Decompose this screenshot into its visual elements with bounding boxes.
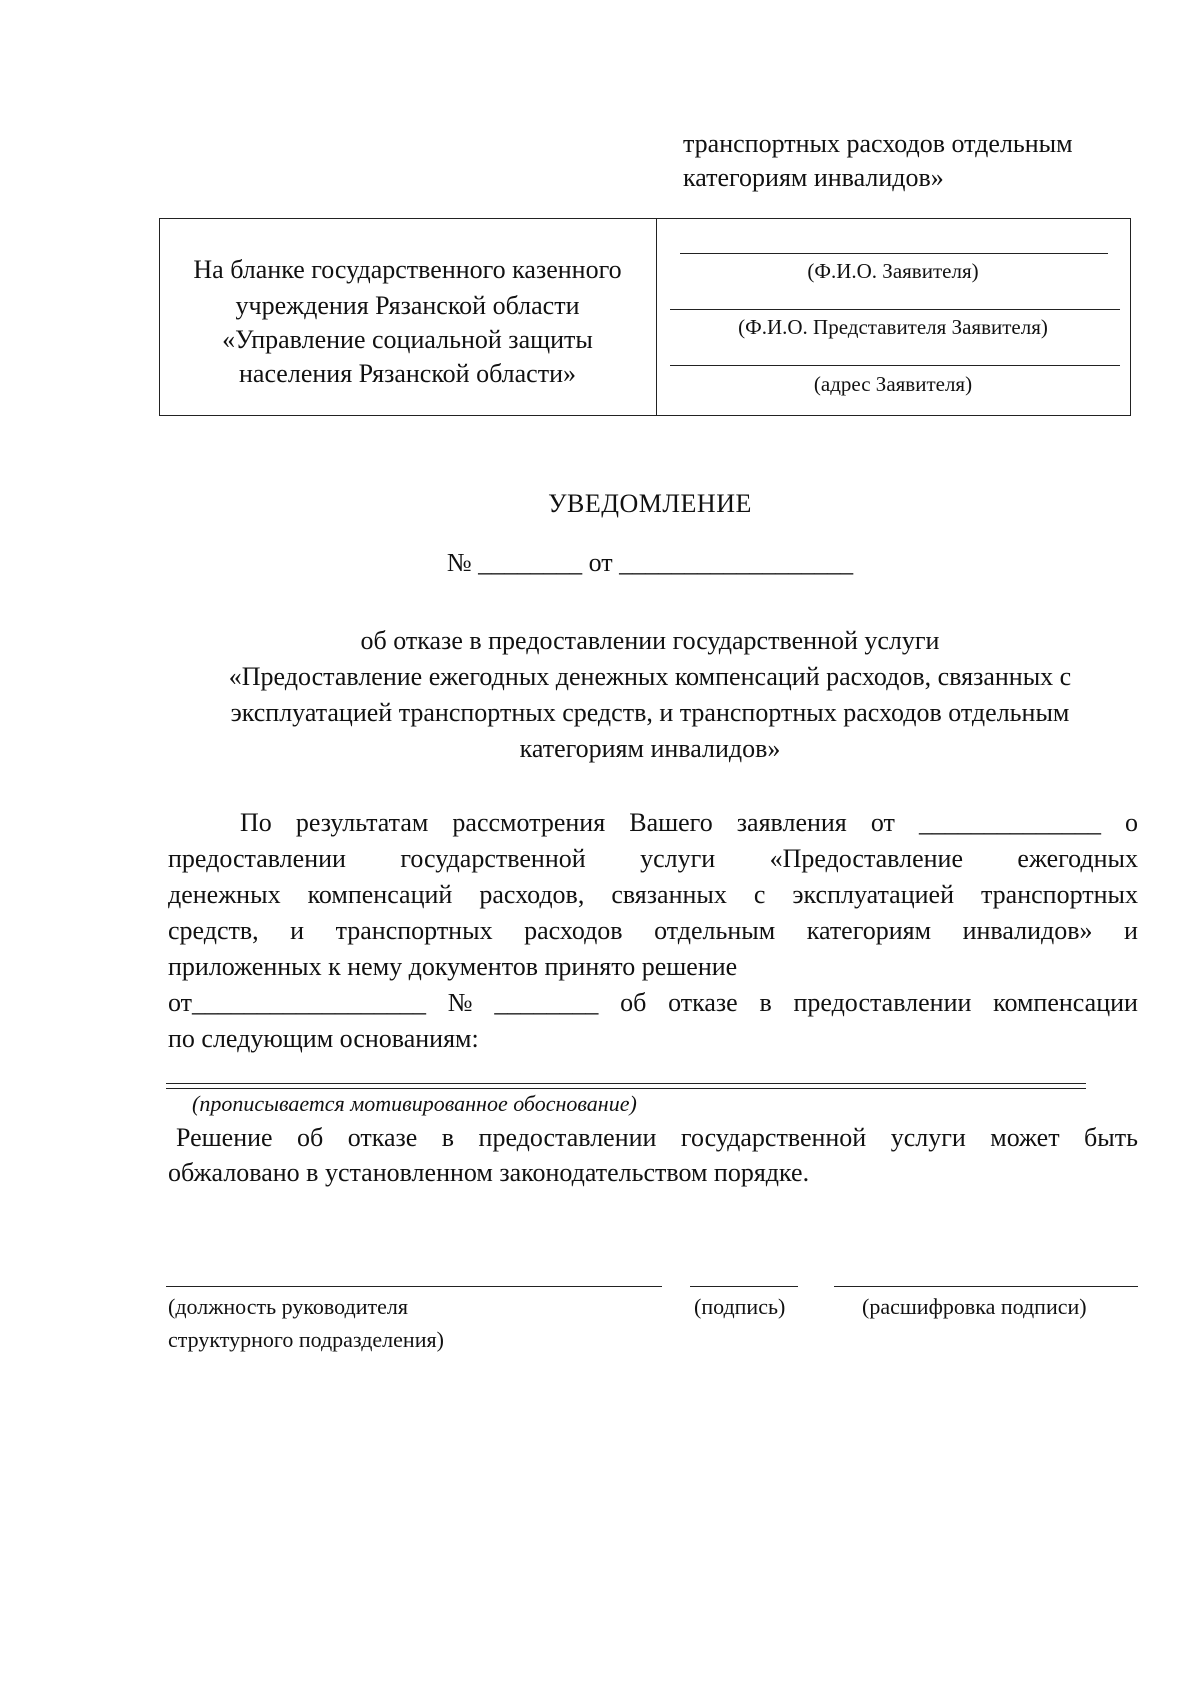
blank-org-line-1: На бланке государственного казенного (193, 255, 622, 284)
word: отдельным (654, 916, 776, 945)
position-label-2: структурного подразделения) (168, 1327, 444, 1352)
word: отказе (347, 1123, 418, 1152)
word: заявления (736, 808, 847, 837)
word: может (990, 1123, 1060, 1152)
decision-date-blank: от__________________ (168, 988, 427, 1017)
body-line-8 (176, 1120, 1138, 1156)
blank-org-line-3: «Управление социальной защиты (222, 325, 593, 354)
date-blank: __________________ (619, 548, 854, 577)
subject-line-2: «Предоставление ежегодных денежных компенсаций расходов, связанных с (228, 662, 1072, 691)
subject-line-3: эксплуатацией транспортных средств, и транспортных расходов отдельным (230, 698, 1070, 727)
word: транспортных (335, 916, 493, 945)
word: государственной (400, 844, 586, 873)
word: отказе (668, 988, 738, 1017)
decode-label: (расшифровка подписи) (862, 1294, 1087, 1319)
word: предоставлении (478, 1123, 657, 1152)
sign-label: (подпись) (694, 1294, 786, 1319)
word: и (1124, 916, 1138, 945)
word: об (297, 1123, 324, 1152)
header-line-1: транспортных расходов отдельным (683, 129, 1073, 158)
body-line-5: приложенных к нему документов принято решение (168, 952, 738, 981)
word: рассмотрения (452, 808, 606, 837)
word: средств, (168, 916, 259, 945)
word: ежегодных (1017, 844, 1138, 873)
word: об (620, 988, 647, 1017)
number-label: № (446, 548, 472, 577)
word: эксплуатацией (792, 880, 954, 909)
word: категориям (806, 916, 932, 945)
word: предоставлении (168, 844, 346, 873)
word: предоставлении (793, 988, 972, 1017)
decision-number-blank: ________ (494, 988, 599, 1017)
notice-number-line (0, 545, 1200, 581)
word: Вашего (629, 808, 713, 837)
word: и (290, 916, 305, 945)
word: услуги (640, 844, 716, 873)
position-label-1: (должность руководителя (168, 1294, 408, 1319)
word: в (441, 1123, 455, 1152)
word: в (759, 988, 772, 1017)
applicant-name-line (680, 253, 1108, 254)
word: с (753, 880, 766, 909)
word: Решение (176, 1123, 273, 1152)
applicant-address-line (670, 365, 1120, 366)
application-date-blank: ______________ (918, 808, 1101, 837)
word: По (240, 808, 272, 837)
body-line-3 (168, 877, 1138, 913)
applicant-name-label: (Ф.И.О. Заявителя) (807, 259, 979, 283)
word: от (870, 808, 895, 837)
word: «Предоставление (769, 844, 963, 873)
word: № (447, 988, 473, 1017)
word: расходов (524, 916, 623, 945)
number-blank: ________ (478, 548, 583, 577)
word: связанных (611, 880, 727, 909)
word: денежных (168, 880, 281, 909)
reason-line-1 (166, 1083, 1086, 1084)
subject-line-1: об отказе в предоставлении государственной услуги (360, 626, 940, 655)
word: компенсации (993, 988, 1138, 1017)
decode-signature-line (834, 1286, 1138, 1287)
reason-note: (прописывается мотивированное обоснование) (192, 1091, 637, 1116)
representative-name-label: (Ф.И.О. Представителя Заявителя) (738, 315, 1048, 339)
word: услуги (890, 1123, 966, 1152)
word: о (1125, 808, 1138, 837)
body-line-2 (168, 841, 1138, 877)
body-line-7: по следующим основаниям: (168, 1024, 479, 1053)
position-signature-line (166, 1286, 662, 1287)
reason-line-2 (166, 1088, 1086, 1089)
body-line-6 (168, 985, 1138, 1021)
applicant-address-label: (адрес Заявителя) (813, 372, 973, 396)
word: расходов, (479, 880, 585, 909)
subject-line-4: категориям инвалидов» (519, 734, 781, 763)
body-line-1 (240, 805, 1138, 841)
sign-signature-line (690, 1286, 798, 1287)
body-line-9: обжаловано в установленном законодательством порядке. (168, 1158, 810, 1187)
date-label: от (588, 548, 613, 577)
word: инвалидов» (962, 916, 1093, 945)
blank-org-line-2: учреждения Рязанской области (235, 291, 580, 320)
body-line-4 (168, 913, 1138, 949)
word: компенсаций (307, 880, 453, 909)
notice-title: УВЕДОМЛЕНИЕ (548, 489, 752, 518)
blank-org-line-4: населения Рязанской области» (239, 359, 576, 388)
representative-name-line (670, 309, 1120, 310)
word: быть (1084, 1123, 1138, 1152)
word: транспортных (980, 880, 1138, 909)
header-line-2: категориям инвалидов» (683, 163, 944, 192)
word: государственной (680, 1123, 867, 1152)
word: результатам (295, 808, 429, 837)
